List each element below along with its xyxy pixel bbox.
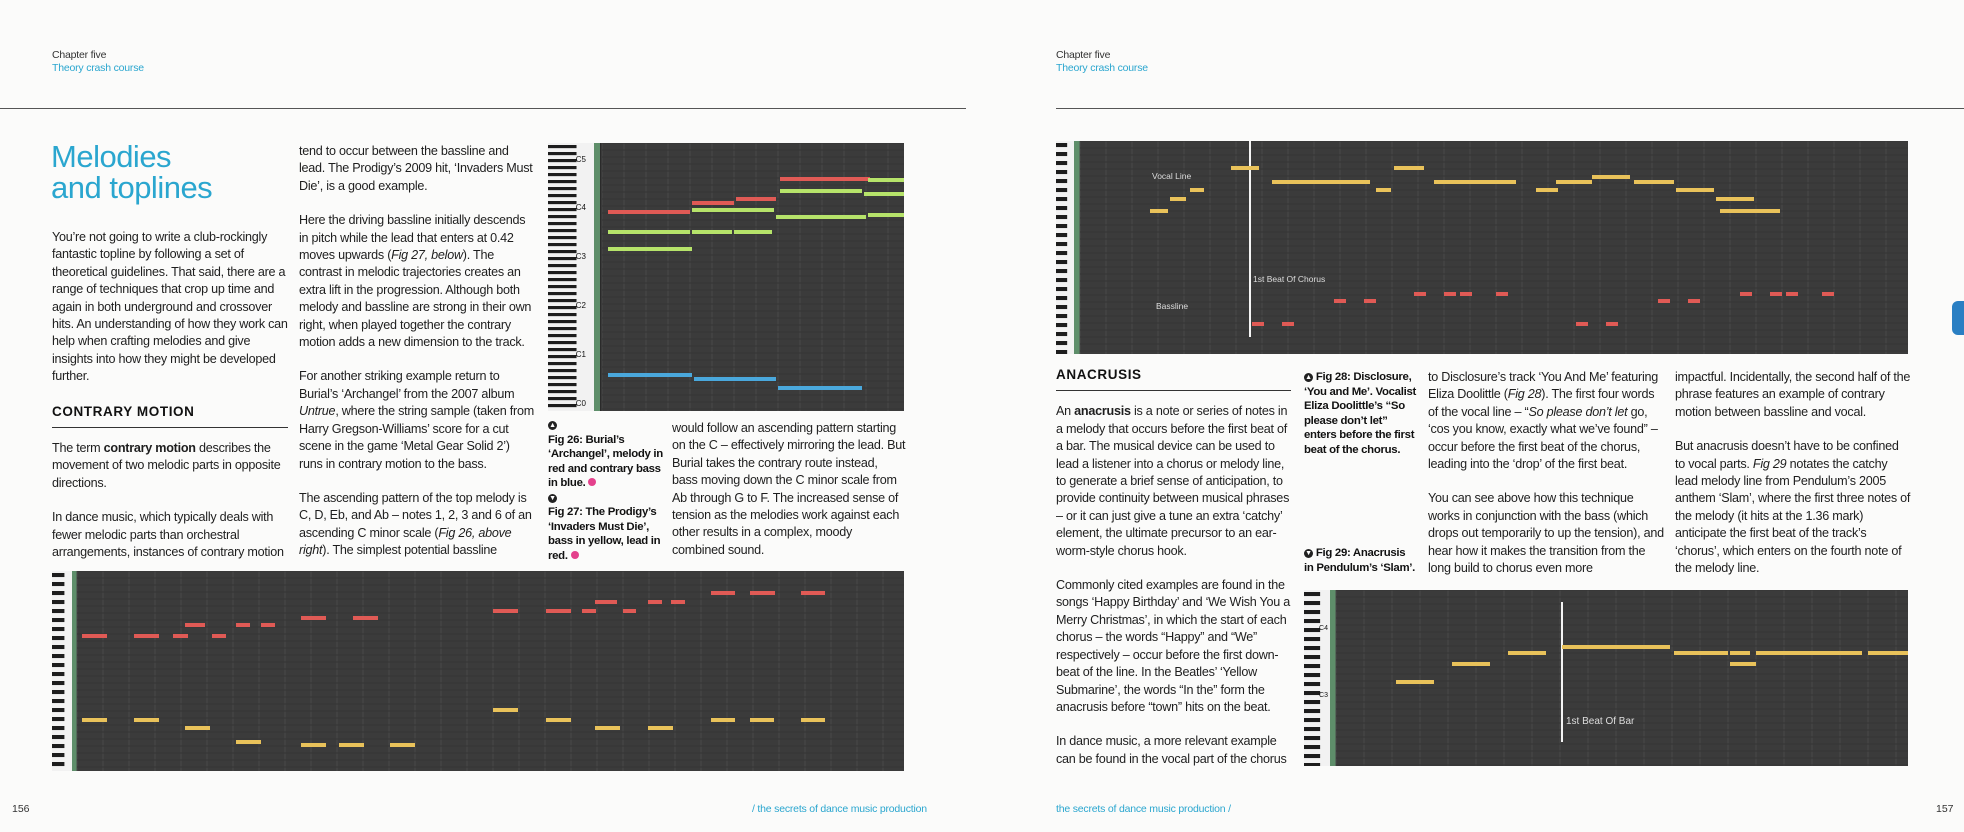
contrary-paragraph-2: In dance music, which typically deals with fewer melodic parts than orchestral arrangements, instances of contrary motion [52,510,284,560]
chapter-label-right: Chapter five [1056,49,1111,61]
page-number-left: 156 [12,803,30,815]
col2-paragraph-3: For another striking example return to Burial’s ‘Archangel’ from the 2007 album Untrue, where the string sample (taken from Harry Gregson-Williams’ score for a cut scene in the game ‘Metal Gear Solid 2’) runs in contrary motion to the bass. [299,369,534,471]
down-arrow-icon: ▼ [1305,550,1312,557]
right-column-3 [1428,369,1664,594]
right-column-1 [1056,366,1291,785]
col3-paragraph: would follow an ascending pattern starting on the C – effectively mirroring the lead. But Burial takes the contrary route instead, bass moving down the C minor scale from Ab through G to F. The increased sense of tension as the melodies work against each other results in a complex, moody combined sound. [672,421,906,557]
fig29-caption: ▼ Fig 29: Anacrusis in Pendulum’s ‘Slam’. [1304,547,1416,574]
fig26-caption: ▲ Fig 26: Burial’s ‘Archangel’, melody in red and contrary bass in blue. ▼ Fig 27: The Prodigy’s ‘Invaders Must Die’, bass in yellow, lead in red. [548,422,663,562]
anacrusis-paragraph-2: Commonly cited examples are found in the songs ‘Happy Birthday’ and ‘We Wish You a Merry Christmas’, in which the start of each chorus – the words “Happy” and “We” respectively – occur before the first down-beat of the line. In the Beatles’ ‘Yellow Submarine’, the words “In the” form the anacrusis before “town” hits on the beat. [1056,578,1291,714]
fig29-label-c3: C3 [1319,692,1328,699]
anacrusis-paragraph-1: An anacrusis is a note or series of notes in a melody that occurs before the first beat of a bar. The musical device can be used to lead a listener into a chorus or melody line, to generate a brief sense of anticipation, to provide continuity between musical phrases – or it can just give a tune an extra ‘catchy’ element, the ultimate precursor to an ear-worm-style chorus hook. [1056,404,1290,558]
col2-paragraph-2: Here the driving bassline initially descends in pitch while the lead that enters at 0.42 moves upwards (Fig 27, below). The contrast in melodic trajectories creates an extra lift in the progression. Although both melody and bassline are strong in their own right, when played together the contrary motion adds a new dimension to the track. [299,213,532,350]
col2-paragraph-1: tend to occur between the bassline and lead. The Prodigy’s 2009 hit, ‘Invaders Must Die’, is a good example. [299,144,533,193]
col3-paragraph-1: to Disclosure’s track ‘You And Me’ featuring Eliza Doolittle (Fig 28). The first four words of the vocal line – “So please don’t let go, ‘cos you know, exactly what we’ve found” – occur before the first beat of the chorus, leading into the ‘drop’ of the first beat. [1428,370,1659,472]
anacrusis-paragraph-3: In dance music, a more relevant example can be found in the vocal part of the chorus [1056,734,1287,766]
contrary-paragraph-1: The term contrary motion describes the movement of two melodic parts in opposite directions. [52,441,281,490]
fig26-label-c5: C5 [575,155,586,164]
first-beat-of-bar-label: 1st Beat Of Bar [1566,716,1635,727]
section-label-right: Theory crash course [1056,62,1148,74]
pink-dot-icon [571,551,579,559]
fig29-piano-roll [1304,590,1908,766]
contrary-motion-heading: CONTRARY MOTION [52,403,288,428]
up-arrow-icon: ▲ [1305,374,1312,381]
col4-paragraph-2: But anacrusis doesn’t have to be confined to vocal parts. Fig 29 notates the catchy lead melody line from Pendulum’s 2005 anthem ‘Slam’, where the first three notes of the melody (it hits at the 1.36 mark) anticipate the first beat of the track’s ‘chorus’, which enters on the fourth note of the melody line. [1675,439,1911,576]
footer-right: the secrets of dance music production / [1056,803,1231,815]
col4-paragraph-1: impactful. Incidentally, the second half of the phrase features an example of contrary motion between bassline and vocal. [1675,370,1911,419]
fig26-label-c1: C1 [575,350,586,359]
col3-paragraph-2: You can see above how this technique works in conjunction with the bass (which drops out temporarily to up the tension), and hear how it makes the transition from the long build to chorus even more [1428,491,1664,576]
chapter-tab [1952,301,1964,335]
fig26-label-c4: C4 [575,203,586,212]
up-arrow-icon: ▲ [549,422,556,429]
down-arrow-icon: ▼ [549,494,556,502]
page-title [51,141,212,203]
left-column-1 [52,229,288,579]
fig29-label-c4: C4 [1319,625,1328,632]
page-number-right: 157 [1936,803,1954,815]
pink-dot-icon [588,478,596,486]
chapter-label: Chapter five [52,49,107,61]
bassline-label: Bassline [1156,301,1189,311]
title-line-1: Melodies [51,139,172,174]
fig27-caption: Fig 27: The Prodigy’s ‘Invaders Must Die’, bass in yellow, lead in red. [548,506,661,562]
first-beat-of-chorus-label: 1st Beat Of Chorus [1253,274,1326,284]
fig27-piano-roll [52,571,904,771]
fig26-piano-roll [548,143,904,411]
intro-paragraph: You’re not going to write a club-rockingly fantastic topline by following a set of theoretical guidelines. That said, there are a range of techniques that crop up time and again in both underground and crossover hits. An understanding of how they work can help when crafting melodies and give insights into how they might be developed further. [52,230,288,384]
left-column-3 [672,420,906,576]
left-column-2 [299,143,535,577]
title-line-2: and toplines [51,170,213,205]
vocal-line-label: Vocal Line [1152,171,1192,181]
col2-paragraph-4: The ascending pattern of the top melody is C, D, Eb, and Ab – notes 1, 2, 3 and 6 of an ascending C minor scale (Fig 26, above right). The simplest potential bassline [299,490,532,558]
fig28-caption: ▲ Fig 28: Disclosure, ‘You and Me’. Vocalist Eliza Doolittle’s “So please don’t let” enters before the first beat of the chorus. [1304,371,1416,456]
fig26-label-c3: C3 [575,252,586,261]
fig28-piano-roll [1056,141,1908,354]
fig26-label-c0: C0 [575,399,586,408]
anacrusis-heading: ANACRUSIS [1056,366,1291,391]
footer-left: / the secrets of dance music production [752,803,927,815]
header-rule [0,108,966,109]
header-rule-right [1056,108,1964,109]
right-column-4 [1675,369,1911,594]
section-label: Theory crash course [52,62,144,74]
fig26-label-c2: C2 [575,301,586,310]
